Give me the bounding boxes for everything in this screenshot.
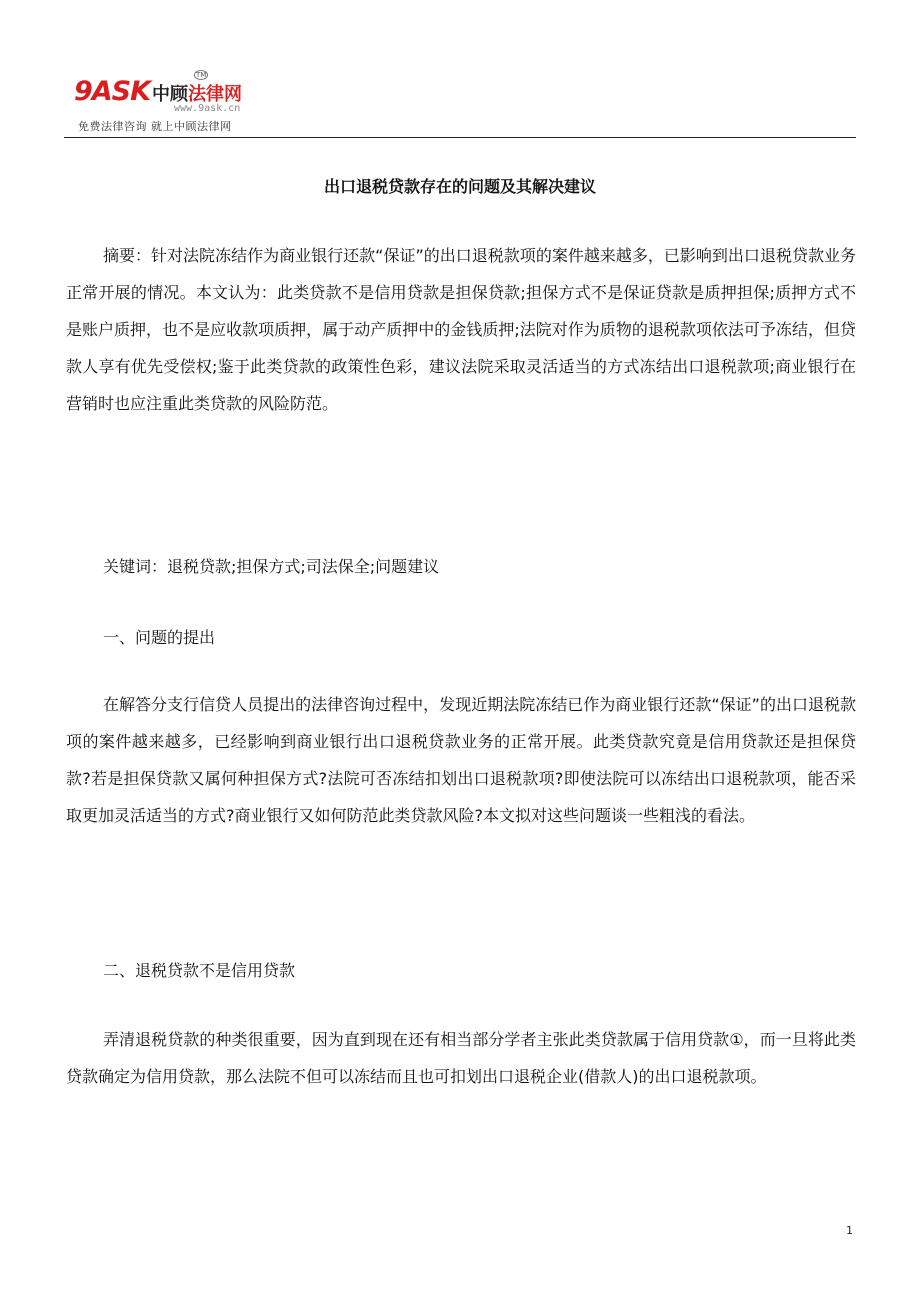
section1-paragraph: 在解答分支行信贷人员提出的法律咨询过程中，发现近期法院冻结已作为商业银行还款“保证”的出口退税款项的案件越来越多，已经影响到商业银行出口退税贷款业务的正常开展。此类贷款究竟是信用贷款还是担保贷款?若是担保贷款又属何种担保方式?法院可否冻结扣划出口退税款项?即使法院可以冻结出口退税款项，能否采取更加灵活适当的方式?商业银行又如何防范此类贷款风险?本文拟对这些问题谈一些粗浅的看法。 bbox=[66, 695, 856, 825]
trademark-icon: TM bbox=[196, 71, 207, 79]
logo-slogan: 免费法律咨询 就上中顾法律网 bbox=[78, 120, 232, 133]
logo-mark: 9ASK bbox=[74, 76, 151, 107]
logo-url: www.9ask.cn bbox=[174, 103, 241, 114]
keywords-line: 关键词：退税贷款;担保方式;司法保全;问题建议 bbox=[103, 557, 440, 576]
site-logo[interactable] bbox=[74, 70, 294, 132]
abstract-paragraph: 摘要：针对法院冻结作为商业银行还款“保证”的出口退税款项的案件越来越多，已影响到出口退税贷款业务正常开展的情况。本文认为：此类贷款不是信用贷款是担保贷款;担保方式不是保证贷款是质押担保;质押方式不是账户质押，也不是应收款项质押，属于动产质押中的金钱质押;法院对作为质物的退税款项依法可予冻结，但贷款人享有优先受偿权;鉴于此类贷款的政策性色彩，建议法院采取灵活适当的方式冻结出口退税款项;商业银行在营销时也应注重此类贷款的风险防范。 bbox=[66, 246, 856, 413]
section2-paragraph: 弄清退税贷款的种类很重要，因为直到现在还有相当部分学者主张此类贷款属于信用贷款①，而一旦将此类贷款确定为信用贷款，那么法院不但可以冻结而且也可扣划出口退税企业(借款人)的出口退税款项。 bbox=[66, 1030, 856, 1086]
header-divider bbox=[64, 137, 856, 138]
document-title: 出口退税贷款存在的问题及其解决建议 bbox=[323, 177, 596, 196]
page-number: 1 bbox=[846, 1224, 853, 1237]
section1-heading: 一、问题的提出 bbox=[103, 628, 216, 647]
section2-heading: 二、退税贷款不是信用贷款 bbox=[103, 961, 296, 980]
logo-brand-cn: 中顾 bbox=[152, 84, 188, 105]
logo-brand-law: 法律网 bbox=[188, 84, 242, 105]
